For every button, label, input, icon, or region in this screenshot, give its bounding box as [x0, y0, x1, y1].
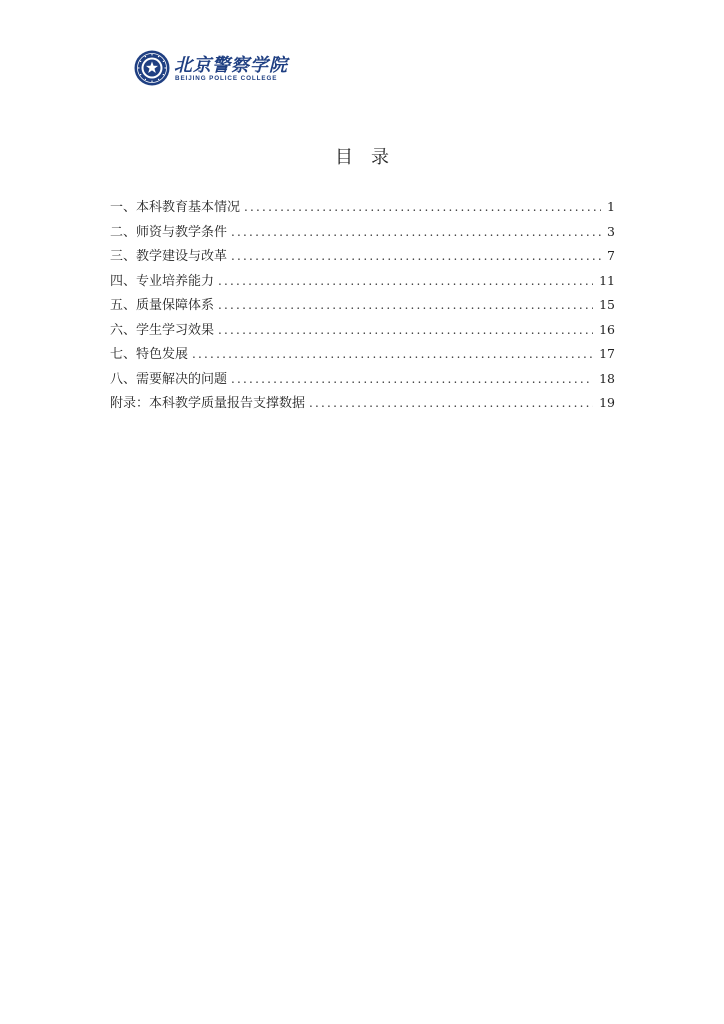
- toc-entry-label: 五、质量保障体系: [110, 298, 215, 313]
- toc-entry[interactable]: [110, 197, 615, 222]
- toc-leader-dots: [231, 223, 601, 242]
- college-logo: [134, 50, 294, 90]
- toc-entry-page: 15: [599, 297, 615, 312]
- table-of-contents: [110, 197, 615, 418]
- toc-entry[interactable]: [110, 393, 615, 418]
- toc-entry[interactable]: [110, 369, 615, 394]
- toc-entry-label: 七、特色发展: [110, 347, 189, 362]
- toc-entry-page: 11: [599, 272, 615, 288]
- toc-entry-label: 四、专业培养能力: [110, 273, 215, 289]
- toc-leader-dots: [309, 394, 593, 413]
- toc-leader-dots: [244, 198, 601, 217]
- logo-chinese-name: 北京警察学院: [174, 55, 288, 76]
- logo-english-name: BEIJING POLICE COLLEGE: [175, 75, 278, 82]
- toc-entry-label: 二、师资与教学条件: [110, 224, 228, 240]
- toc-entry-page: 19: [599, 395, 615, 410]
- toc-entry-page: 1: [607, 199, 615, 214]
- toc-entry[interactable]: [110, 344, 615, 369]
- toc-entry[interactable]: [110, 246, 615, 271]
- toc-entry-label: 附录：本科教学质量报告支撑数据: [110, 396, 306, 411]
- toc-entry[interactable]: [110, 320, 615, 345]
- toc-leader-dots: [231, 247, 601, 266]
- toc-entry-page: 7: [607, 248, 615, 263]
- toc-leader-dots: [218, 296, 593, 315]
- toc-entry-page: 3: [607, 223, 615, 239]
- toc-leader-dots: [218, 272, 593, 291]
- toc-entry-label: 一、本科教育基本情况: [110, 200, 241, 215]
- toc-entry-page: 18: [599, 370, 615, 386]
- toc-leader-dots: [192, 345, 593, 364]
- toc-leader-dots: [218, 321, 593, 340]
- toc-entry[interactable]: [110, 295, 615, 320]
- toc-entry-page: 16: [599, 321, 615, 337]
- toc-entry-page: 17: [599, 346, 615, 361]
- toc-entry[interactable]: [110, 271, 615, 296]
- college-seal-icon: [134, 50, 170, 86]
- toc-entry-label: 三、教学建设与改革: [110, 249, 228, 264]
- toc-entry-label: 八、需要解决的问题: [110, 371, 228, 387]
- toc-entry-label: 六、学生学习效果: [110, 322, 215, 338]
- page-title: 目录: [335, 147, 407, 168]
- toc-entry[interactable]: [110, 222, 615, 247]
- toc-leader-dots: [231, 370, 593, 389]
